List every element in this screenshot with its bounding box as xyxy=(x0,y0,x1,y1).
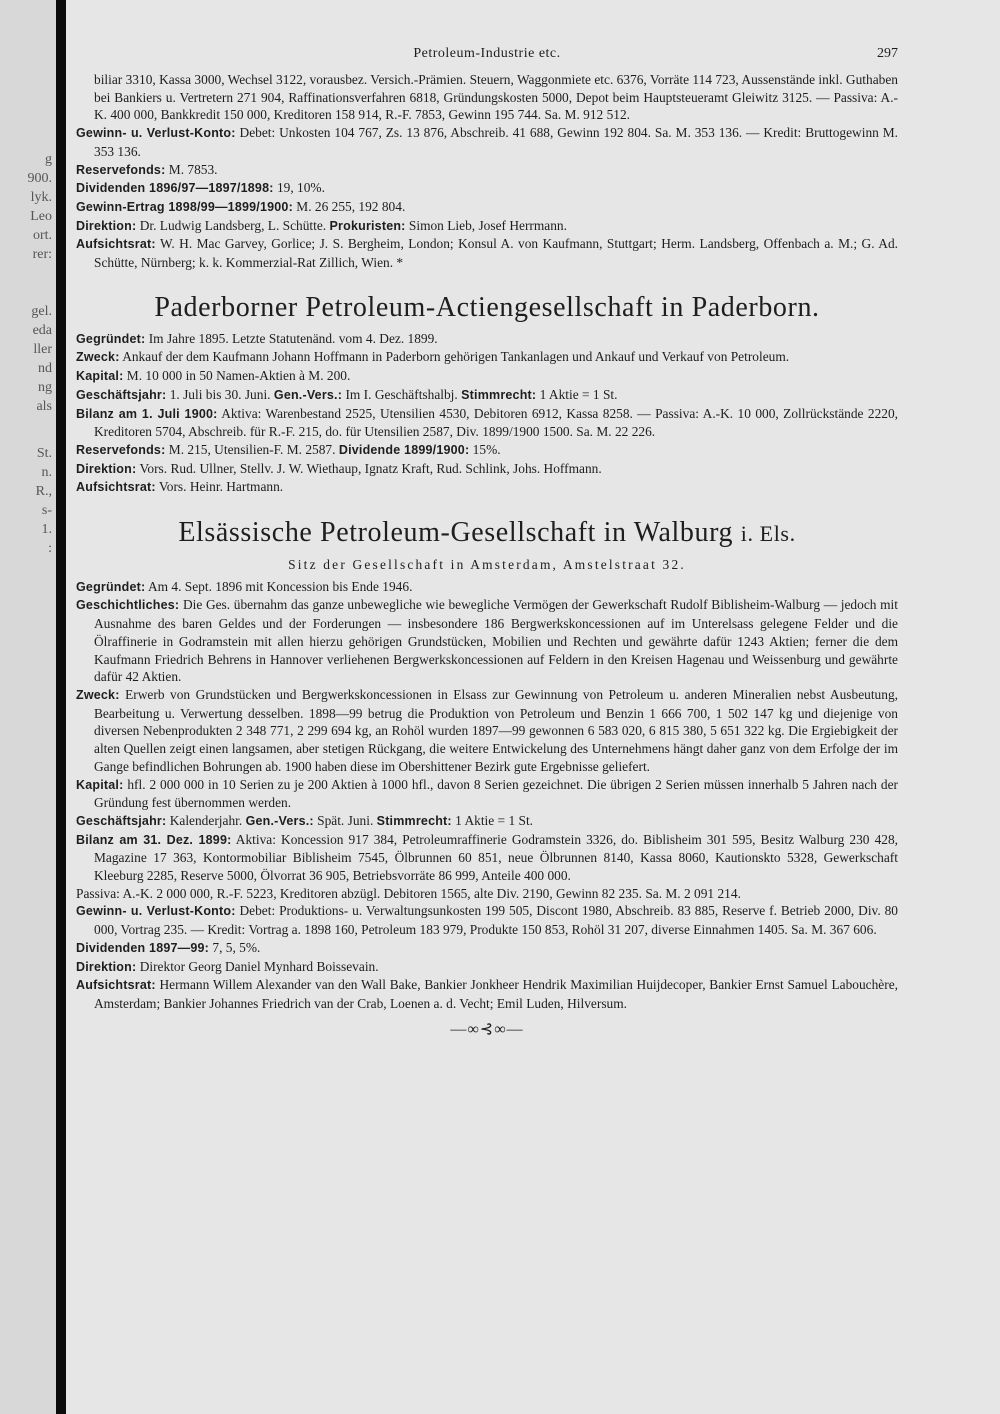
entry-label: Zweck: xyxy=(76,687,120,702)
entry-label: Gegründet: xyxy=(76,331,146,346)
entry-label: Kapital: xyxy=(76,369,124,384)
entry-label: Reservefonds: xyxy=(76,442,166,457)
entry-label: Stimmrecht: xyxy=(461,387,537,402)
entry-label: Aufsichtsrat: xyxy=(76,237,156,252)
entry-5 xyxy=(76,441,898,460)
entry-3 xyxy=(76,776,898,812)
entry-1 xyxy=(76,596,898,686)
company-heading-paderborn: Paderborner Petroleum-Actiengesellschaft in Paderborn. xyxy=(154,291,820,323)
entry-7 xyxy=(76,478,898,497)
book-spine-shadow xyxy=(56,0,66,1414)
margin-fragment: R., xyxy=(35,484,52,499)
entry-label: Direktion: xyxy=(76,218,137,233)
entry-4 xyxy=(76,812,898,831)
running-header xyxy=(76,45,898,71)
entry-label: Geschäftsjahr: xyxy=(76,387,167,402)
entry-text: Dr. Ludwig Landsberg, L. Schütte. xyxy=(139,217,327,233)
entry-label: Zweck: xyxy=(76,350,120,365)
page-number: 297 xyxy=(877,46,898,61)
entry-2 xyxy=(76,367,898,386)
entry-label: Geschäftsjahr: xyxy=(76,813,167,828)
margin-fragment: 900. xyxy=(27,171,52,186)
entry-text: W. H. Mac Garvey, Gorlice; J. S. Bergheim, London; Konsul A. von Kaufmann, Stuttgart; Herm. Landsberg, Offenbach a. M.; G. Ad. Schütte, Nürnberg; k. k. Kommerzial-Rat Zillich, Wien. * xyxy=(94,236,898,271)
entry-text: hfl. 2 000 000 in 10 Serien zu je 200 Aktien à 1000 hfl., davon 8 Serien gezeichnet. Die übrigen 2 Serien müssen innerhalb 5 Jahren nach der Gründung fest übernommen werden. xyxy=(94,776,898,811)
margin-fragment: g xyxy=(45,152,52,167)
entry-label: Direktion: xyxy=(76,461,137,476)
balance-continuation: biliar 3310, Kassa 3000, Wechsel 3122, vorausbez. Versich.-Prämien. Steuern, Waggonmiete etc. 6376, Vorräte 114 723, Aussenstände inkl. Guthaben bei Bankiers u. Vertretern 271 904, Raffinationsverfahren 6818, Gründungskosten 5000, Depot beim Hauptsteueramt Gleiwitz 3125. — Passiva: A.-K. 400 000, Bankkredit 150 000, Kreditoren 158 914, R.-F. 7853, Gewinn 195 744. Sa. M. 912 512. xyxy=(94,72,898,123)
entry-text: Aktiva: Koncession 917 384, Petroleumraffinerie Godramstein 3326, do. Biblisheim 301 595, Besitz Walburg 230 428, Magazine 17 363, Kontormobiliar Biblisheim 7545, Ölbrunnen 60 851, neue Ölbrunnen 8140, Kassa 8060, Kautionskto 5328, Gewerkschaft Kleeburg 2285, Reserve 5000, Ölvorrat 36 905, Betriebsvorräte 86 999, Anteile 400 000. xyxy=(94,831,898,884)
entry-text: Passiva: A.-K. 2 000 000, R.-F. 5223, Kreditoren abzügl. Debitoren 1565, alte Div. 2190, Gewinn 82 235. Sa. M. 2 091 214. xyxy=(76,885,741,901)
margin-fragment: 1. xyxy=(41,522,52,537)
entry-text: Direktor Georg Daniel Mynhard Boissevain. xyxy=(139,958,379,974)
margin-fragment: St. xyxy=(36,446,52,461)
entry-text: Ankauf der dem Kaufmann Johann Hoffmann in Paderborn gehörigen Tankanlagen und Ankauf und Verkauf von Petroleum. xyxy=(122,349,790,365)
entry-text: M. 215, Utensilien-F. M. 2587. xyxy=(168,441,336,457)
entry-3 xyxy=(76,386,898,405)
margin-fragment: ller xyxy=(33,342,52,357)
entry-text: Im Jahre 1895. Letzte Statutenänd. vom 4. Dez. 1899. xyxy=(148,330,438,346)
entry-2 xyxy=(76,686,898,776)
margin-fragment: n. xyxy=(41,465,52,480)
entry-text: M. 26 255, 192 804. xyxy=(296,198,406,214)
entry-label: Kapital: xyxy=(76,777,124,792)
entry-label: Bilanz am 31. Dez. 1899: xyxy=(76,832,232,847)
entry-8 xyxy=(76,939,898,958)
entry-text: Aktiva: Warenbestand 2525, Utensilien 4530, Debitoren 6912, Kassa 8258. — Passiva: A.-K. 10 000, Zollrückstände 2220, Kreditoren 5704, Abschreib. für R.-F. 215, do. für Utensilien 2587, Div. 1899/1900 1500. Sa. M. 22 226. xyxy=(94,405,899,440)
entry-0 xyxy=(76,124,898,160)
entry-label: Bilanz am 1. Juli 1900: xyxy=(76,406,218,421)
company-seat: Sitz der Gesellschaft in Amsterdam, Amstelstraat 32. xyxy=(288,557,686,573)
company-heading-elsaessische xyxy=(76,517,898,550)
adjacent-page-text-fragments xyxy=(0,150,52,558)
entry-label: Gen.-Vers.: xyxy=(245,813,314,828)
entry-text: Kalenderjahr. xyxy=(169,812,243,828)
margin-fragment: eda xyxy=(32,323,52,338)
entry-label: Geschichtliches: xyxy=(76,598,180,613)
entry-label: Gen.-Vers.: xyxy=(273,387,343,402)
entry-1 xyxy=(76,348,898,367)
entry-label: Stimmrecht: xyxy=(376,813,452,828)
entry-text: Am 4. Sept. 1896 mit Koncession bis Ende 1946. xyxy=(147,578,413,594)
entry-5 xyxy=(76,831,898,885)
entry-label: Reservefonds: xyxy=(76,162,166,177)
document-page xyxy=(76,45,898,1038)
entry-label: Dividenden 1896/97—1897/1898: xyxy=(76,181,274,196)
entry-2 xyxy=(76,179,898,198)
entry-text: Debet: Unkosten 104 767, Zs. 13 876, Abschreib. 41 688, Gewinn 192 804. Sa. M. 353 136. — Kredit: Bruttogewinn M. 353 136. xyxy=(94,125,898,159)
entry-text: Simon Lieb, Josef Herrmann. xyxy=(408,217,567,233)
entry-3 xyxy=(76,198,898,217)
entry-text: Erwerb von Grundstücken und Bergwerkskoncessionen in Elsass zur Gewinnung von Petroleum u. anderen Mineralien nebst Ausbeutung, Bearbeitung u. Verwertung desselben. 1898—99 betrug die Produktion von Petroleum und Benzin 1 666 700, 1 502 147 kg und diejenige von diversen Nebenprodukten 2 348 771, 2 299 694 kg, an Rohöl wurden 1897—99 gewonnen 6 583 020, 6 815 380, 5 651 322 kg. Die Ergiebigkeit der alten Quellen zeigt einen langsamen, aber stetigen Rückgang, die weitere Entwickelung des Unternehmens hängt daher ganz von dem Erfolge der im Gange befindlichen Bohrungen ab. 1900 haben diese im Obershittener Bezirk gute Ergebnisse geliefert. xyxy=(94,686,898,774)
entry-label: Aufsichtsrat: xyxy=(76,978,156,993)
entry-text: 1 Aktie = 1 St. xyxy=(539,386,618,402)
entry-label: Gewinn- u. Verlust-Konto: xyxy=(76,904,236,919)
entry-label: Dividenden 1897—99: xyxy=(76,940,210,955)
entry-text: Vors. Heinr. Hartmann. xyxy=(158,479,284,495)
entry-6 xyxy=(76,460,898,479)
entry-0 xyxy=(76,330,898,349)
company-name: Elsässische Petroleum-Gesellschaft in Walburg xyxy=(178,517,734,549)
entry-1 xyxy=(76,161,898,180)
entry-text: M. 7853. xyxy=(168,161,218,177)
entry-4 xyxy=(76,217,898,236)
margin-fragment: : xyxy=(48,541,52,556)
entry-4 xyxy=(76,405,898,441)
entry-text: Die Ges. übernahm das ganze unbewegliche wie bewegliche Vermögen der Gewerkschaft Rudolf Biblisheim-Walburg — jedoch mit Ausnahme des baren Geldes und der Forderungen — insbesondere 186 Bergwerkskoncessionen auf im Unterelsass gelegene Felder und die Ölraffinerie in Godramstein mit allen hierzu gehörigen Grundstücken, Mobilien und Rechten und gewährte dafür 1243 Aktien; ferner die dem Kaufmann Friedrich Behrens in Hannover verliehenen Bergwerkskoncessionen auf Feldern in den Kreisen Hagenau und Weissenburg und gewährte dafür 42 Aktien. xyxy=(94,597,898,685)
entry-text: Vors. Rud. Ullner, Stellv. J. W. Wiethaup, Ignatz Kraft, Rud. Schlink, Johs. Hoffmann. xyxy=(139,460,602,476)
entry-7 xyxy=(76,902,898,938)
section-1-entries xyxy=(76,124,898,272)
entry-0 xyxy=(76,578,898,597)
margin-fragment: Leo xyxy=(30,209,52,224)
margin-fragment: lyk. xyxy=(30,190,52,205)
end-ornament: —∞⊰∞— xyxy=(450,1020,524,1038)
margin-fragment: rer: xyxy=(32,247,52,262)
margin-fragment: s- xyxy=(41,503,52,518)
entry-text: Hermann Willem Alexander van den Wall Bake, Bankier Jonkheer Hendrik Maximilian Huijdecoper, Bankier Ernst Samuel Labouchère, Amsterdam; Bankier Johannes Friedrich van der Crab, Loenen a. d. Vecht; Emil Luden, Hilversum. xyxy=(94,977,898,1011)
section-3-entries xyxy=(76,578,898,1013)
entry-5 xyxy=(76,235,898,271)
entry-text: 1. Juli bis 30. Juni. xyxy=(169,386,271,402)
entry-9 xyxy=(76,958,898,977)
entry-label: Prokuristen: xyxy=(329,218,406,233)
entry-text: M. 10 000 in 50 Namen-Aktien à M. 200. xyxy=(126,368,351,384)
entry-6 xyxy=(76,885,898,903)
running-title: Petroleum-Industrie etc. xyxy=(413,46,561,61)
entry-label: Gewinn- u. Verlust-Konto: xyxy=(76,126,236,141)
entry-text: Debet: Produktions- u. Verwaltungsunkosten 199 505, Discont 1980, Abschreib. 83 885, Reserve f. Betrieb 2000, Div. 80 000, Vortrag 235. — Kredit: Vortrag a. 1898 160, Petroleum 183 979, Produkte 150 853, Rohöl 31 207, diverse Einnahmen 1405. Sa. M. 367 606. xyxy=(94,903,898,938)
entry-10 xyxy=(76,976,898,1012)
margin-fragment: gel. xyxy=(31,304,52,319)
margin-fragment: ng xyxy=(38,380,52,395)
entry-text: 19, 10%. xyxy=(276,180,325,196)
entry-text: Spät. Juni. xyxy=(317,812,374,828)
entry-label: Gewinn-Ertrag 1898/99—1899/1900: xyxy=(76,199,293,214)
entry-text: 15%. xyxy=(472,441,501,457)
margin-fragment: als xyxy=(36,399,52,414)
entry-text: 7, 5, 5%. xyxy=(212,939,261,955)
margin-fragment: ort. xyxy=(32,228,52,243)
entry-text: Im I. Geschäftshalbj. xyxy=(345,386,458,402)
company-suffix: i. Els. xyxy=(740,521,796,547)
entry-label: Aufsichtsrat: xyxy=(76,480,156,495)
section-2-entries xyxy=(76,330,898,497)
entry-text: 1 Aktie = 1 St. xyxy=(455,812,534,828)
entry-label: Gegründet: xyxy=(76,579,146,594)
entry-label: Direktion: xyxy=(76,959,137,974)
entry-label: Dividende 1899/1900: xyxy=(338,442,470,457)
margin-fragment: nd xyxy=(38,361,52,376)
